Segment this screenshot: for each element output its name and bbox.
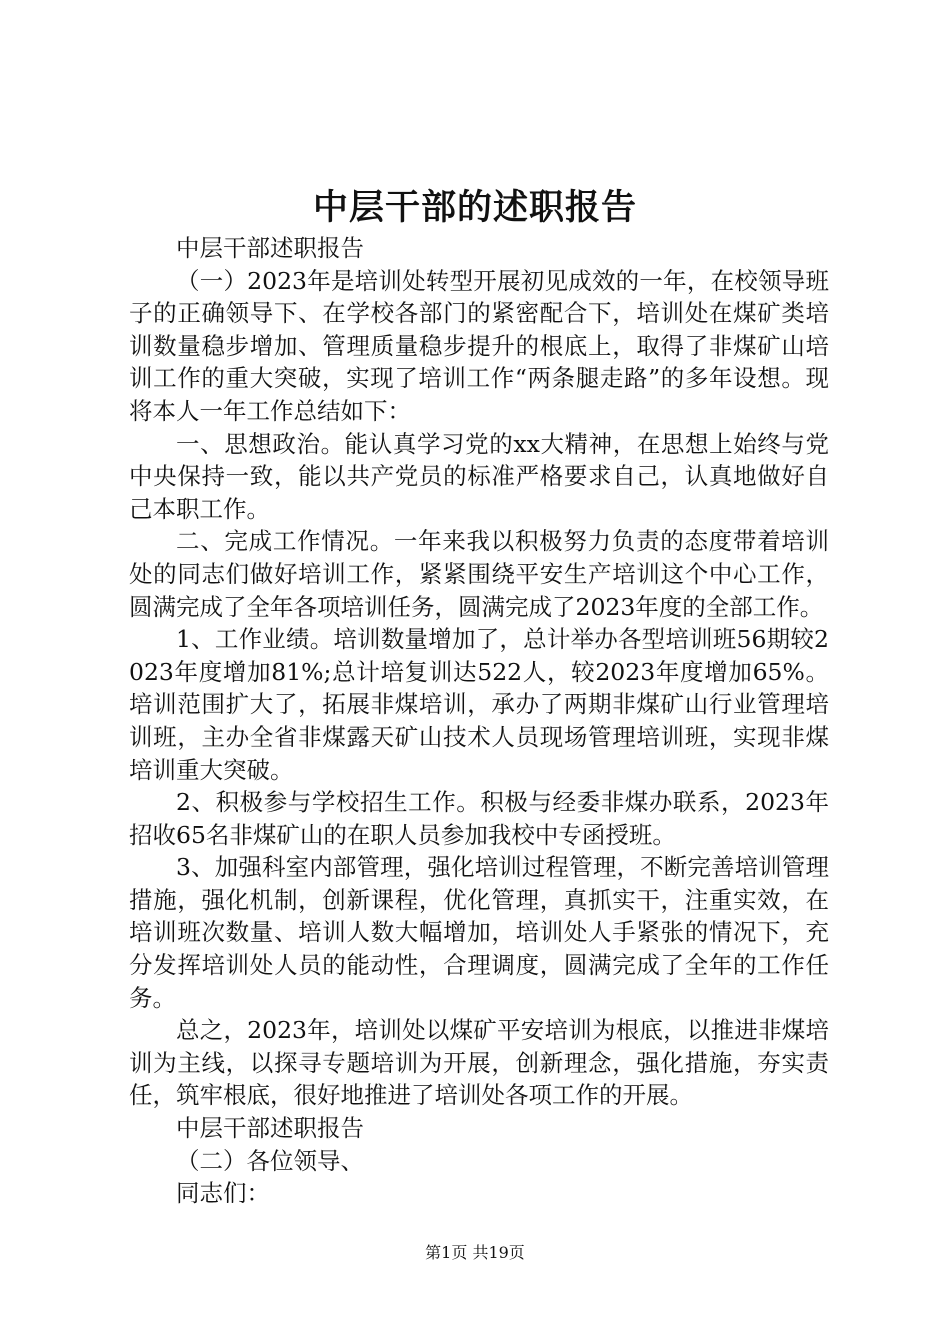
page-footer: 第1页 共19页 (425, 1243, 525, 1262)
paragraph-item-1: 1、工作业绩。培训数量增加了，总计举办各型培训班56期较2023年度增加81%;总计培复训达522人，较2023年度增加65%。培训范围扩大了，拓展非煤培训，承办了两期非煤矿山行业管理培训班，主办全省非煤露天矿山技术人员现场管理培训班，实现非煤培训重大突破。 (129, 625, 829, 784)
paragraph-item-3: 3、加强科室内部管理，强化培训过程管理，不断完善培训管理措施，强化机制，创新课程，优化管理，真抓实干，注重实效，在培训班次数量、培训人数大幅增加，培训处人手紧张的情况下，充分发挥培训处人员的能动性，合理调度，圆满完成了全年的工作任务。 (129, 853, 829, 1012)
paragraph-subtitle-2: 中层干部述职报告 (176, 1114, 364, 1143)
paragraph-greeting-1: （二）各位领导、 (176, 1146, 364, 1175)
paragraph-section-2: 二、完成工作情况。一年来我以积极努力负责的态度带着培训处的同志们做好培训工作，紧紧围绕平安生产培训这个中心工作，圆满完成了全年各项培训任务，圆满完成了2023年度的全部工作。 (129, 527, 829, 621)
paragraph-summary: 总之，2023年，培训处以煤矿平安培训为根底，以推进非煤培训为主线，以探寻专题培训为开展，创新理念，强化措施，夯实责任，筑牢根底，很好地推进了培训处各项工作的开展。 (129, 1016, 829, 1110)
paragraph-section-1: 一、思想政治。能认真学习党的xx大精神，在思想上始终与党中央保持一致，能以共产党员的标准严格要求自己，认真地做好自己本职工作。 (129, 429, 829, 523)
paragraph-intro: （一）2023年是培训处转型开展初见成效的一年，在校领导班子的正确领导下、在学校各部门的紧密配合下，培训处在煤矿类培训数量稳步增加、管理质量稳步提升的根底上，取得了非煤矿山培训工作的重大突破，实现了培训工作“两条腿走路”的多年设想。现将本人一年工作总结如下： (129, 266, 829, 425)
paragraph-item-2: 2、积极参与学校招生工作。积极与经委非煤办联系，2023年招收65名非煤矿山的在职人员参加我校中专函授班。 (129, 788, 829, 849)
document-title: 中层干部的述职报告 (312, 187, 637, 228)
paragraph-greeting-2: 同志们： (176, 1179, 270, 1208)
document-body (129, 232, 829, 1210)
paragraph-subtitle: 中层干部述职报告 (176, 234, 364, 262)
